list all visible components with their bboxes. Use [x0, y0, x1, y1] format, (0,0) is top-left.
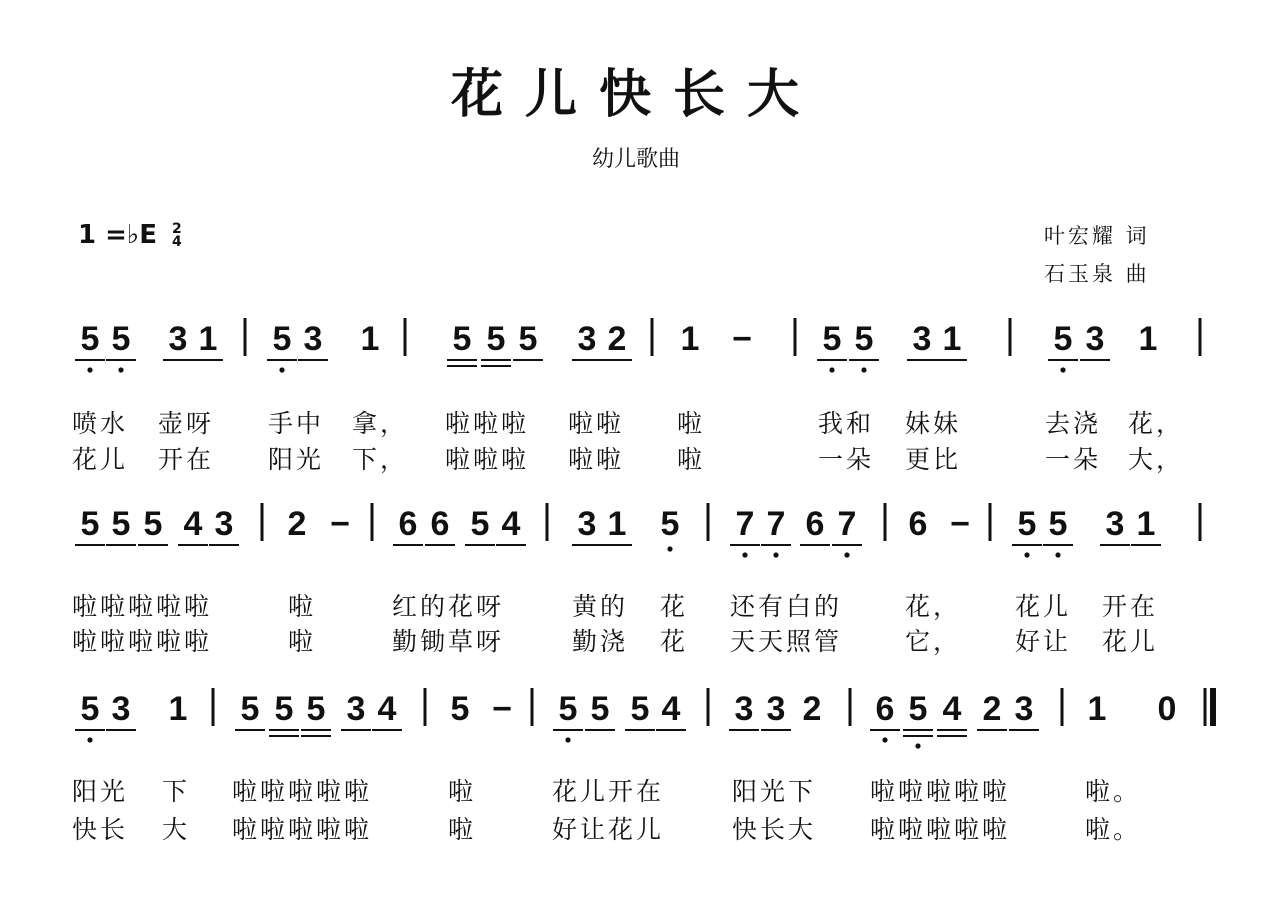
low-octave-dot [1060, 367, 1065, 372]
lyric-word: 大， [1128, 445, 1185, 474]
lyric-word: 开在 [1102, 592, 1159, 621]
note: 7 [837, 505, 857, 543]
lyric-word: 快长大 [732, 815, 817, 844]
lyric-word: 去浇 [1045, 409, 1102, 438]
note: 5 [143, 505, 163, 543]
lyric-word: 一朵 [1045, 445, 1102, 474]
lyric-word: 开在 [158, 445, 215, 474]
note: 5 [854, 320, 874, 358]
lyric-word: 下， [352, 445, 409, 474]
note: 3 [1085, 320, 1105, 358]
note: 3 [766, 690, 786, 728]
lyric-word: 花 [660, 592, 689, 621]
note: 3 [577, 505, 597, 543]
note: 6 [908, 505, 928, 543]
lyric-word: 啦 [448, 777, 477, 806]
low-octave-dot [742, 552, 747, 557]
note: 5 [1053, 320, 1073, 358]
note: 1 [607, 505, 627, 543]
note: 1 [1087, 690, 1107, 728]
low-octave-dot [861, 367, 866, 372]
note: 2 [287, 505, 307, 543]
note: 7 [735, 505, 755, 543]
low-octave-dot [882, 737, 887, 742]
lyric-word: 花 [660, 627, 689, 656]
low-octave-dot [565, 737, 570, 742]
low-octave-dot [279, 367, 284, 372]
note: 5 [240, 690, 260, 728]
lyric-word: 勤锄草呀 [392, 627, 505, 656]
note: 3 [577, 320, 597, 358]
lyricist-credit: 叶宏耀 词 [1044, 224, 1150, 248]
lyric-word: 啦 [288, 592, 317, 621]
note: 5 [80, 690, 100, 728]
lyric-word: 啦。 [1085, 777, 1142, 806]
song-title: 花儿快长大 [450, 64, 821, 125]
lyric-word: 啦啦啦啦啦 [232, 777, 373, 806]
note: 3 [346, 690, 366, 728]
note: 1 [1136, 505, 1156, 543]
note: 2 [607, 320, 627, 358]
note: 3 [912, 320, 932, 358]
note: 5 [486, 320, 506, 358]
dash-mark: − [732, 320, 752, 358]
lyric-word: 快长 [72, 815, 129, 844]
note: 3 [1105, 505, 1125, 543]
note: 6 [805, 505, 825, 543]
lyric-word: 啦啦啦 [445, 445, 530, 474]
note: 6 [875, 690, 895, 728]
note: 2 [982, 690, 1002, 728]
note: 5 [80, 320, 100, 358]
lyric-word: 啦 [448, 815, 477, 844]
lyric-word: 花儿 [72, 445, 129, 474]
note: 6 [430, 505, 450, 543]
note: 1 [360, 320, 380, 358]
lyric-word: 红的花呀 [392, 592, 505, 621]
low-octave-dot [915, 743, 920, 748]
lyric-word: 好让花儿 [552, 815, 665, 844]
low-octave-dot [844, 552, 849, 557]
lyric-word: 阳光 [72, 777, 129, 806]
note: 5 [111, 320, 131, 358]
low-octave-dot [118, 367, 123, 372]
note: 5 [272, 320, 292, 358]
note: 5 [660, 505, 680, 543]
lyric-word: 啦啦啦啦啦 [72, 592, 213, 621]
note: 6 [398, 505, 418, 543]
lyric-word: 它， [905, 627, 962, 656]
lyric-word: 喷水 [72, 409, 129, 438]
note: 7 [766, 505, 786, 543]
note: 5 [452, 320, 472, 358]
lyric-word: 手中 [268, 409, 325, 438]
note: 5 [630, 690, 650, 728]
lyric-word: 啦 [677, 409, 706, 438]
note: 5 [558, 690, 578, 728]
note: 4 [377, 690, 397, 728]
key-text: 1 =♭E [78, 220, 157, 250]
lyric-word: 勤浇 [572, 627, 629, 656]
note: 3 [1014, 690, 1034, 728]
lyric-word: 还有白的 [730, 592, 843, 621]
note: 5 [306, 690, 326, 728]
low-octave-dot [87, 737, 92, 742]
lyric-word: 壶呀 [158, 409, 215, 438]
lyric-word: 阳光 [268, 445, 325, 474]
note: 5 [450, 690, 470, 728]
lyric-word: 花， [905, 592, 962, 621]
lyric-word: 啦啦啦啦啦 [232, 815, 373, 844]
note: 5 [1017, 505, 1037, 543]
lyric-word: 啦 [677, 445, 706, 474]
song-subtitle: 幼儿歌曲 [591, 147, 680, 172]
time-top: 2 [172, 220, 182, 237]
lyric-word: 啦啦啦 [445, 409, 530, 438]
note: 3 [168, 320, 188, 358]
note: 5 [470, 505, 490, 543]
lyric-word: 花儿开在 [552, 777, 665, 806]
time-bottom: 4 [172, 233, 182, 250]
lyric-word: 啦啦啦啦啦 [870, 815, 1011, 844]
lyric-word: 一朵 [818, 445, 875, 474]
lyric-word: 花， [1128, 409, 1185, 438]
lyric-word: 啦。 [1085, 815, 1142, 844]
note: 3 [303, 320, 323, 358]
note: 5 [908, 690, 928, 728]
note: 0 [1157, 690, 1177, 728]
lyric-word: 啦啦 [568, 409, 625, 438]
note: 4 [183, 505, 203, 543]
note: 1 [168, 690, 188, 728]
note: 5 [111, 505, 131, 543]
low-octave-dot [773, 552, 778, 557]
lyric-word: 我和 [818, 409, 875, 438]
note: 5 [518, 320, 538, 358]
dash-mark: − [330, 505, 350, 543]
note: 4 [501, 505, 521, 543]
dash-mark: − [950, 505, 970, 543]
note: 4 [661, 690, 681, 728]
note: 3 [111, 690, 131, 728]
note: 5 [822, 320, 842, 358]
low-octave-dot [829, 367, 834, 372]
note: 5 [80, 505, 100, 543]
note: 5 [1048, 505, 1068, 543]
lyric-word: 阳光下 [732, 777, 817, 806]
lyric-word: 下 [162, 777, 191, 806]
lyric-word: 天天照管 [730, 627, 843, 656]
lyric-word: 更比 [905, 445, 962, 474]
lyric-word: 大 [162, 815, 191, 844]
lyric-word: 好让 [1015, 627, 1072, 656]
low-octave-dot [667, 546, 672, 551]
note: 1 [198, 320, 218, 358]
composer-credit: 石玉泉 曲 [1044, 262, 1150, 286]
note: 1 [942, 320, 962, 358]
lyric-word: 啦啦啦啦啦 [870, 777, 1011, 806]
note: 3 [214, 505, 234, 543]
lyric-word: 花儿 [1015, 592, 1072, 621]
lyric-word: 黄的 [572, 592, 629, 621]
note: 5 [274, 690, 294, 728]
low-octave-dot [1024, 552, 1029, 557]
note: 4 [942, 690, 962, 728]
note: 3 [734, 690, 754, 728]
low-octave-dot [1055, 552, 1060, 557]
lyric-word: 啦 [288, 627, 317, 656]
note: 5 [590, 690, 610, 728]
lyric-word: 拿， [352, 409, 409, 438]
note: 2 [802, 690, 822, 728]
low-octave-dot [87, 367, 92, 372]
note: 1 [680, 320, 700, 358]
lyric-word: 啦啦 [568, 445, 625, 474]
dash-mark: − [492, 690, 512, 728]
lyric-word: 妹妹 [905, 409, 962, 438]
lyric-word: 花儿 [1102, 627, 1159, 656]
note: 1 [1138, 320, 1158, 358]
lyric-word: 啦啦啦啦啦 [72, 627, 213, 656]
